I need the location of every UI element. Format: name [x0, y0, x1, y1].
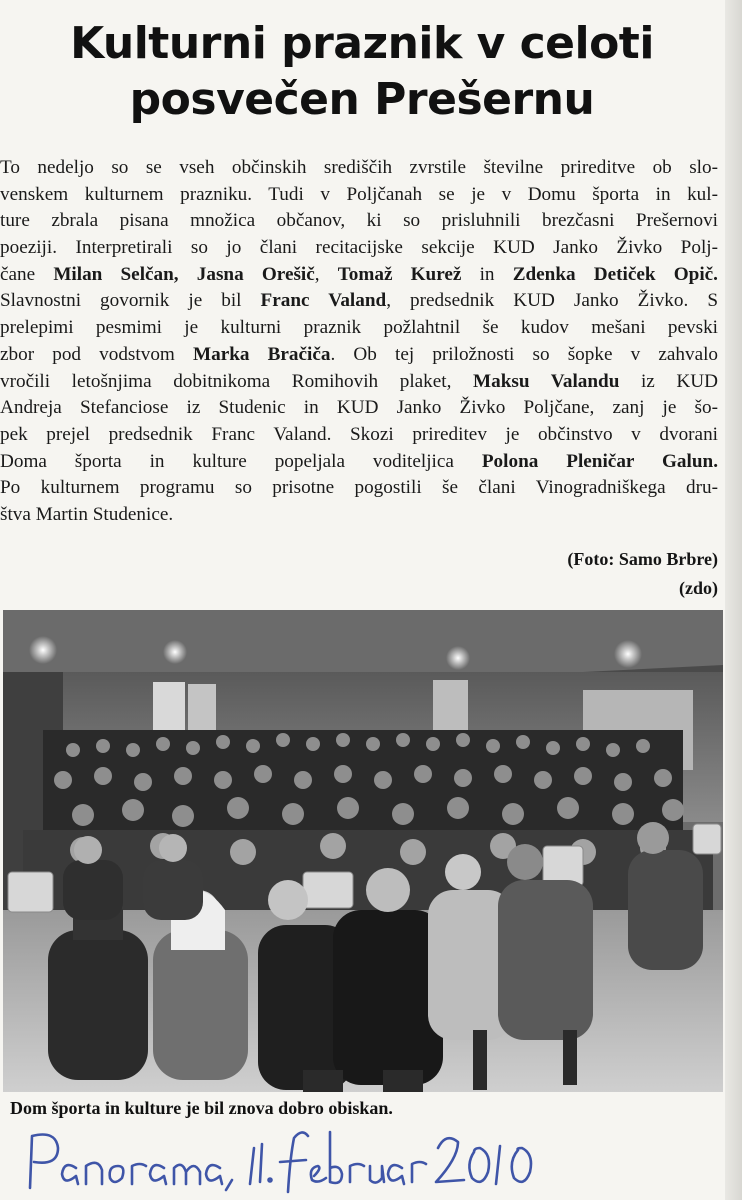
body-text-segment: , — [314, 263, 338, 285]
handwritten-note — [18, 1118, 538, 1196]
body-text-segment: , predsednik KUD Janko Živko. S — [386, 290, 718, 312]
bold-name: Polona Pleničar Galun. — [481, 450, 718, 472]
body-text-segment: ture zbrala pisana množica občanov, ki so prisluhnili brezčasni Prešernovi — [0, 210, 718, 232]
body-line — [0, 449, 718, 476]
body-line — [0, 288, 718, 315]
body-line — [0, 475, 718, 502]
body-text-segment: pek prejel predsednik Franc Valand. Skozi prireditev je občinstvo v dvorani — [0, 423, 718, 445]
audience-photo — [3, 610, 723, 1092]
body-line — [0, 395, 718, 422]
body-text-segment: venskem kulturnem prazniku. Tudi v Poljčanah se je v Domu športa in kul- — [0, 183, 718, 205]
bold-name: Milan Selčan, Jasna Orešič — [53, 263, 315, 285]
article-title — [0, 16, 724, 128]
body-text-segment: Slavnostni govornik je bil — [0, 290, 261, 312]
body-line — [0, 342, 718, 369]
body-text-segment: Doma športa in kulture popeljala voditeljica — [0, 450, 482, 472]
body-text-segment: poeziji. Interpretirali so jo člani recitacijske sekcije KUD Janko Živko Polj- — [0, 237, 718, 259]
body-line — [0, 235, 718, 262]
body-text-segment: štva Martin Studenice. — [0, 503, 174, 525]
bold-name: Franc Valand — [260, 290, 387, 312]
author-initials: (zdo) — [679, 578, 718, 598]
bold-name: Tomaž Kurež — [337, 263, 462, 285]
body-line — [0, 422, 718, 449]
body-text-segment: Po kulturnem programu so prisotne pogostili še člani Vinogradniškega dru- — [0, 477, 718, 499]
title-line-2: posvečen Prešernu — [129, 74, 595, 125]
scan-edge — [725, 0, 742, 1200]
body-text-segment: in — [461, 263, 513, 285]
body-line — [0, 315, 718, 342]
body-text-segment: čane — [0, 263, 54, 285]
photo-credit: (Foto: Samo Brbre) — [567, 549, 718, 569]
body-text-segment: prelepimi pesmimi je kulturni praznik požlahtnil še kudov mešani pevski — [0, 317, 718, 339]
body-text-segment: vročili letošnjima dobitnikoma Romihovih plaket, — [0, 370, 473, 392]
body-text-segment: To nedeljo so se vseh občinskih središčih zvrstile številne prireditve ob slo- — [0, 157, 718, 178]
body-line — [0, 502, 718, 529]
article-body — [0, 155, 718, 529]
bold-name: Zdenka Detiček Opič. — [512, 263, 718, 285]
body-text-segment: zbor pod vodstvom — [0, 343, 193, 365]
bold-name: Maksu Valandu — [473, 370, 620, 392]
body-text-segment: iz KUD — [619, 370, 718, 392]
body-text-segment: . Ob tej priložnosti so šopke v zahvalo — [330, 343, 718, 365]
body-line — [0, 182, 718, 209]
title-line-1: Kulturni praznik v celoti — [70, 18, 654, 69]
bold-name: Marka Bračiča — [192, 343, 331, 365]
body-line — [0, 369, 718, 396]
body-text-segment: Andreja Stefanciose iz Studenic in KUD Janko Živko Poljčane, zanj je šo- — [0, 397, 718, 419]
body-line — [0, 208, 718, 235]
body-line — [0, 262, 718, 289]
body-line — [0, 155, 718, 182]
photo-caption: Dom športa in kulture je bil znova dobro obiskan. — [10, 1098, 393, 1118]
